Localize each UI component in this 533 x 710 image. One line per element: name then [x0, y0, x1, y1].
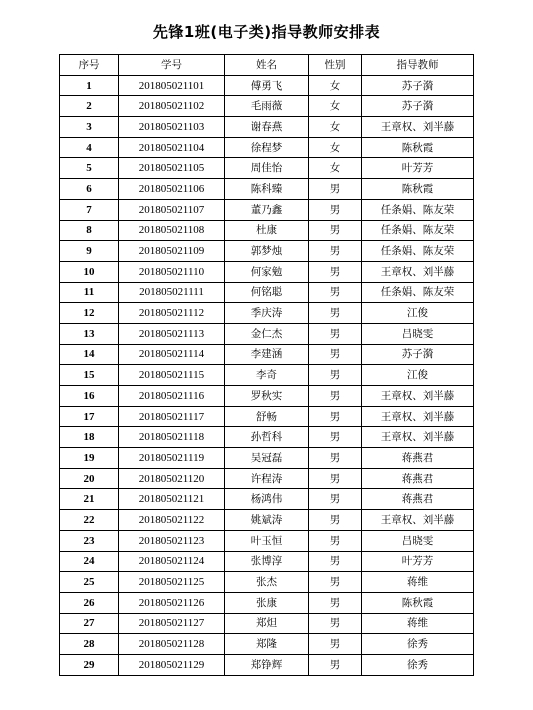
- cell-gender: 男: [309, 220, 362, 241]
- table-row: [60, 344, 474, 365]
- cell-name: 徐程梦: [225, 137, 309, 158]
- cell-name: 李奇: [225, 365, 309, 386]
- cell-name: 谢春燕: [225, 117, 309, 138]
- cell-student-id: 201805021101: [119, 75, 225, 96]
- cell-gender: 女: [309, 117, 362, 138]
- header-name: 姓名: [225, 55, 309, 76]
- table-row: [60, 158, 474, 179]
- cell-gender: 男: [309, 179, 362, 200]
- cell-seq: 3: [60, 117, 119, 138]
- table-row: [60, 530, 474, 551]
- cell-seq: 13: [60, 323, 119, 344]
- cell-name: 许程涛: [225, 468, 309, 489]
- table-row: [60, 261, 474, 282]
- cell-student-id: 201805021110: [119, 261, 225, 282]
- cell-advisor: 叶芳芳: [362, 551, 474, 572]
- cell-student-id: 201805021129: [119, 654, 225, 675]
- cell-gender: 男: [309, 199, 362, 220]
- table-row: [60, 241, 474, 262]
- cell-seq: 17: [60, 406, 119, 427]
- cell-name: 郑铮辉: [225, 654, 309, 675]
- cell-name: 郭梦烛: [225, 241, 309, 262]
- cell-gender: 男: [309, 572, 362, 593]
- table-row: [60, 468, 474, 489]
- cell-name: 叶玉恒: [225, 530, 309, 551]
- table-header-row: [60, 55, 474, 76]
- cell-gender: 男: [309, 530, 362, 551]
- table-row: [60, 386, 474, 407]
- cell-student-id: 201805021118: [119, 427, 225, 448]
- cell-name: 张杰: [225, 572, 309, 593]
- cell-student-id: 201805021128: [119, 634, 225, 655]
- cell-seq: 25: [60, 572, 119, 593]
- cell-student-id: 201805021117: [119, 406, 225, 427]
- cell-student-id: 201805021105: [119, 158, 225, 179]
- cell-seq: 16: [60, 386, 119, 407]
- cell-student-id: 201805021126: [119, 592, 225, 613]
- table-row: [60, 220, 474, 241]
- cell-advisor: 蒋燕君: [362, 489, 474, 510]
- cell-student-id: 201805021111: [119, 282, 225, 303]
- cell-seq: 8: [60, 220, 119, 241]
- cell-student-id: 201805021112: [119, 303, 225, 324]
- cell-seq: 4: [60, 137, 119, 158]
- cell-gender: 女: [309, 96, 362, 117]
- cell-student-id: 201805021121: [119, 489, 225, 510]
- cell-seq: 11: [60, 282, 119, 303]
- cell-seq: 26: [60, 592, 119, 613]
- cell-gender: 男: [309, 592, 362, 613]
- cell-advisor: 陈秋霞: [362, 137, 474, 158]
- cell-name: 吴冠磊: [225, 448, 309, 469]
- cell-name: 毛雨薇: [225, 96, 309, 117]
- cell-name: 周佳怡: [225, 158, 309, 179]
- cell-advisor: 任条娟、陈友荣: [362, 241, 474, 262]
- cell-advisor: 苏子漪: [362, 75, 474, 96]
- header-seq: 序号: [60, 55, 119, 76]
- cell-seq: 14: [60, 344, 119, 365]
- cell-seq: 10: [60, 261, 119, 282]
- cell-gender: 男: [309, 613, 362, 634]
- table-row: [60, 406, 474, 427]
- cell-advisor: 王章权、刘半藤: [362, 117, 474, 138]
- cell-advisor: 蒋燕君: [362, 468, 474, 489]
- table-row: [60, 365, 474, 386]
- cell-advisor: 王章权、刘半藤: [362, 386, 474, 407]
- cell-gender: 男: [309, 365, 362, 386]
- table-row: [60, 199, 474, 220]
- cell-name: 郑隆: [225, 634, 309, 655]
- cell-seq: 15: [60, 365, 119, 386]
- cell-student-id: 201805021106: [119, 179, 225, 200]
- cell-gender: 女: [309, 158, 362, 179]
- cell-advisor: 王章权、刘半藤: [362, 406, 474, 427]
- cell-student-id: 201805021113: [119, 323, 225, 344]
- cell-student-id: 201805021119: [119, 448, 225, 469]
- cell-gender: 男: [309, 241, 362, 262]
- cell-advisor: 任条娟、陈友荣: [362, 220, 474, 241]
- cell-seq: 24: [60, 551, 119, 572]
- cell-gender: 男: [309, 323, 362, 344]
- cell-student-id: 201805021124: [119, 551, 225, 572]
- cell-student-id: 201805021122: [119, 510, 225, 531]
- cell-gender: 男: [309, 282, 362, 303]
- cell-name: 杜康: [225, 220, 309, 241]
- cell-advisor: 徐秀: [362, 654, 474, 675]
- cell-student-id: 201805021108: [119, 220, 225, 241]
- table-row: [60, 510, 474, 531]
- header-student-id: 学号: [119, 55, 225, 76]
- cell-name: 杨鸿伟: [225, 489, 309, 510]
- cell-student-id: 201805021114: [119, 344, 225, 365]
- table-row: [60, 572, 474, 593]
- cell-name: 季庆涛: [225, 303, 309, 324]
- table-row: [60, 551, 474, 572]
- cell-seq: 1: [60, 75, 119, 96]
- cell-gender: 男: [309, 510, 362, 531]
- cell-student-id: 201805021116: [119, 386, 225, 407]
- cell-gender: 男: [309, 634, 362, 655]
- cell-gender: 男: [309, 489, 362, 510]
- table-row: [60, 634, 474, 655]
- cell-name: 何铭聪: [225, 282, 309, 303]
- cell-name: 李建涵: [225, 344, 309, 365]
- cell-seq: 22: [60, 510, 119, 531]
- cell-advisor: 苏子漪: [362, 344, 474, 365]
- table-row: [60, 303, 474, 324]
- cell-advisor: 任条娟、陈友荣: [362, 199, 474, 220]
- cell-seq: 27: [60, 613, 119, 634]
- cell-advisor: 陈秋霞: [362, 592, 474, 613]
- cell-advisor: 蒋维: [362, 613, 474, 634]
- cell-gender: 男: [309, 406, 362, 427]
- cell-seq: 20: [60, 468, 119, 489]
- cell-name: 何家勉: [225, 261, 309, 282]
- table-body: [60, 75, 474, 675]
- document-title: 先锋1班(电子类)指导教师安排表: [152, 23, 381, 41]
- cell-advisor: 徐秀: [362, 634, 474, 655]
- cell-student-id: 201805021104: [119, 137, 225, 158]
- cell-seq: 5: [60, 158, 119, 179]
- cell-gender: 女: [309, 137, 362, 158]
- cell-gender: 男: [309, 386, 362, 407]
- cell-advisor: 蒋燕君: [362, 448, 474, 469]
- cell-student-id: 201805021109: [119, 241, 225, 262]
- table-row: [60, 179, 474, 200]
- cell-advisor: 王章权、刘半藤: [362, 261, 474, 282]
- table-row: [60, 613, 474, 634]
- cell-seq: 6: [60, 179, 119, 200]
- header-gender: 性别: [309, 55, 362, 76]
- advisor-table: [59, 54, 474, 676]
- cell-name: 张博淳: [225, 551, 309, 572]
- cell-seq: 2: [60, 96, 119, 117]
- cell-student-id: 201805021115: [119, 365, 225, 386]
- cell-name: 孙哲科: [225, 427, 309, 448]
- cell-seq: 7: [60, 199, 119, 220]
- cell-student-id: 201805021102: [119, 96, 225, 117]
- cell-advisor: 苏子漪: [362, 96, 474, 117]
- cell-gender: 男: [309, 303, 362, 324]
- table-row: [60, 117, 474, 138]
- cell-student-id: 201805021127: [119, 613, 225, 634]
- cell-name: 董乃鑫: [225, 199, 309, 220]
- cell-advisor: 吕晓雯: [362, 323, 474, 344]
- cell-advisor: 叶芳芳: [362, 158, 474, 179]
- table-row: [60, 592, 474, 613]
- header-advisor: 指导教师: [362, 55, 474, 76]
- cell-name: 张康: [225, 592, 309, 613]
- cell-student-id: 201805021107: [119, 199, 225, 220]
- cell-advisor: 吕晓雯: [362, 530, 474, 551]
- cell-student-id: 201805021125: [119, 572, 225, 593]
- cell-gender: 男: [309, 654, 362, 675]
- cell-seq: 28: [60, 634, 119, 655]
- cell-advisor: 蒋维: [362, 572, 474, 593]
- cell-gender: 男: [309, 261, 362, 282]
- cell-student-id: 201805021123: [119, 530, 225, 551]
- cell-seq: 19: [60, 448, 119, 469]
- table-row: [60, 427, 474, 448]
- cell-gender: 女: [309, 75, 362, 96]
- cell-gender: 男: [309, 468, 362, 489]
- cell-advisor: 王章权、刘半藤: [362, 510, 474, 531]
- cell-advisor: 任条娟、陈友荣: [362, 282, 474, 303]
- cell-advisor: 江俊: [362, 303, 474, 324]
- cell-seq: 29: [60, 654, 119, 675]
- table-row: [60, 448, 474, 469]
- cell-seq: 21: [60, 489, 119, 510]
- cell-seq: 12: [60, 303, 119, 324]
- cell-gender: 男: [309, 344, 362, 365]
- cell-advisor: 陈秋霞: [362, 179, 474, 200]
- cell-advisor: 王章权、刘半藤: [362, 427, 474, 448]
- table-row: [60, 137, 474, 158]
- cell-name: 金仁杰: [225, 323, 309, 344]
- cell-gender: 男: [309, 427, 362, 448]
- table-row: [60, 96, 474, 117]
- cell-name: 姚斌涛: [225, 510, 309, 531]
- cell-name: 郑炟: [225, 613, 309, 634]
- table-row: [60, 654, 474, 675]
- cell-name: 陈科臻: [225, 179, 309, 200]
- cell-gender: 男: [309, 551, 362, 572]
- cell-name: 傅勇飞: [225, 75, 309, 96]
- cell-name: 罗秋实: [225, 386, 309, 407]
- cell-gender: 男: [309, 448, 362, 469]
- table-row: [60, 282, 474, 303]
- cell-student-id: 201805021120: [119, 468, 225, 489]
- table-row: [60, 323, 474, 344]
- cell-student-id: 201805021103: [119, 117, 225, 138]
- cell-seq: 18: [60, 427, 119, 448]
- table-row: [60, 489, 474, 510]
- table-row: [60, 75, 474, 96]
- cell-seq: 9: [60, 241, 119, 262]
- cell-advisor: 江俊: [362, 365, 474, 386]
- cell-seq: 23: [60, 530, 119, 551]
- cell-name: 舒畅: [225, 406, 309, 427]
